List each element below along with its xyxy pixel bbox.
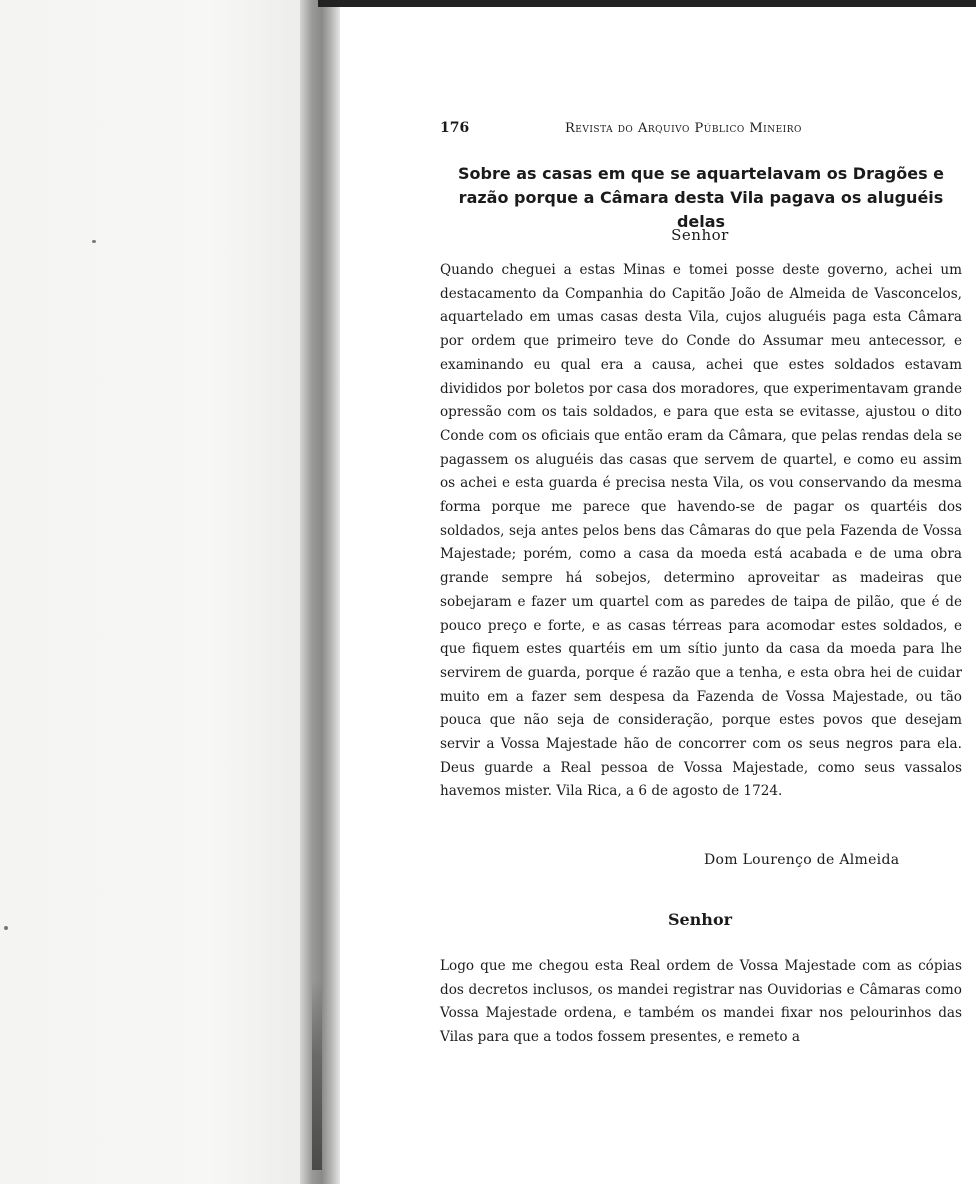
letter-body: Quando cheguei a estas Minas e tomei posse deste governo, achei um destacamento da Companhia do Capitão João de Almeida de Vasconcelos, aquartelado em umas casas desta Vila, cujos aluguéis paga esta Câmara por ordem que primeiro teve do Conde do Assumar meu antecessor, e examinando eu qual era a causa, achei que estes soldados estavam divididos por boletos por casa dos moradores, que experimentavam grande opressão com os tais soldados, e para que esta se evitasse, ajustou o dito Conde com os oficiais que então eram da Câmara, que pelas rendas dela se pagassem os aluguéis das casas que servem de quartel, e como eu assim os achei e esta guarda é precisa nesta Vila, os vou conservando da mesma forma porque me parece que havendo-se de pagar os quartéis dos soldados, seja antes pelos bens das Câmaras do que pela Fazenda de Vossa Majestade; porém, como a casa da moeda está acabada e de uma obra grande sempre há sobejos, determino aproveitar as madeiras que sobejaram e fazer um quartel com as paredes de taipa de pilão, que é de pouco preço e forte, e as casas térreas para acomodar estes soldados, e que fiquem estes quartéis em um sítio junto da casa da moeda para lhe servirem de guarda, porque é razão que a tenha, e esta obra hei de cuidar muito em a fazer sem despesa da Fazenda de Vossa Majestade, ou tão pouca que não seja de consideração, porque estes povos que desejam servir a Vossa Majestade hão de concorrer com os seus negros para ela. Deus guarde a Real pessoa de Vossa Majestade, como seus vassalos havemos mister. Vila Rica, a 6 de agosto de 1724.	[440, 262, 962, 800]
journal-title: Revista do Arquivo Público Mineiro	[565, 121, 802, 136]
running-head	[440, 120, 960, 140]
signature: Dom Lourenço de Almeida	[704, 852, 900, 868]
scan-speck	[4, 926, 8, 930]
letter-body: Logo que me chegou esta Real ordem de Vossa Majestade com as cópias dos decretos inclusos, os mandei registrar nas Ouvidorias e Câmaras como Vossa Majestade ordena, e também os mandei fixar nos pelourinhos das Vilas para que a todos fossem presentes, e remeto a	[440, 958, 962, 1046]
scan-speck	[92, 240, 96, 243]
page-number: 176	[440, 120, 470, 136]
scan-top-edge	[318, 0, 976, 7]
salutation: Senhor	[671, 226, 729, 244]
salutation: Senhor	[667, 910, 733, 929]
left-facing-page	[0, 0, 300, 1184]
section-title: Sobre as casas em que se aquartelavam os Dragões e razão porque a Câmara desta Vila pagava os aluguéis delas	[457, 164, 945, 231]
gutter-shadow	[312, 980, 322, 1170]
